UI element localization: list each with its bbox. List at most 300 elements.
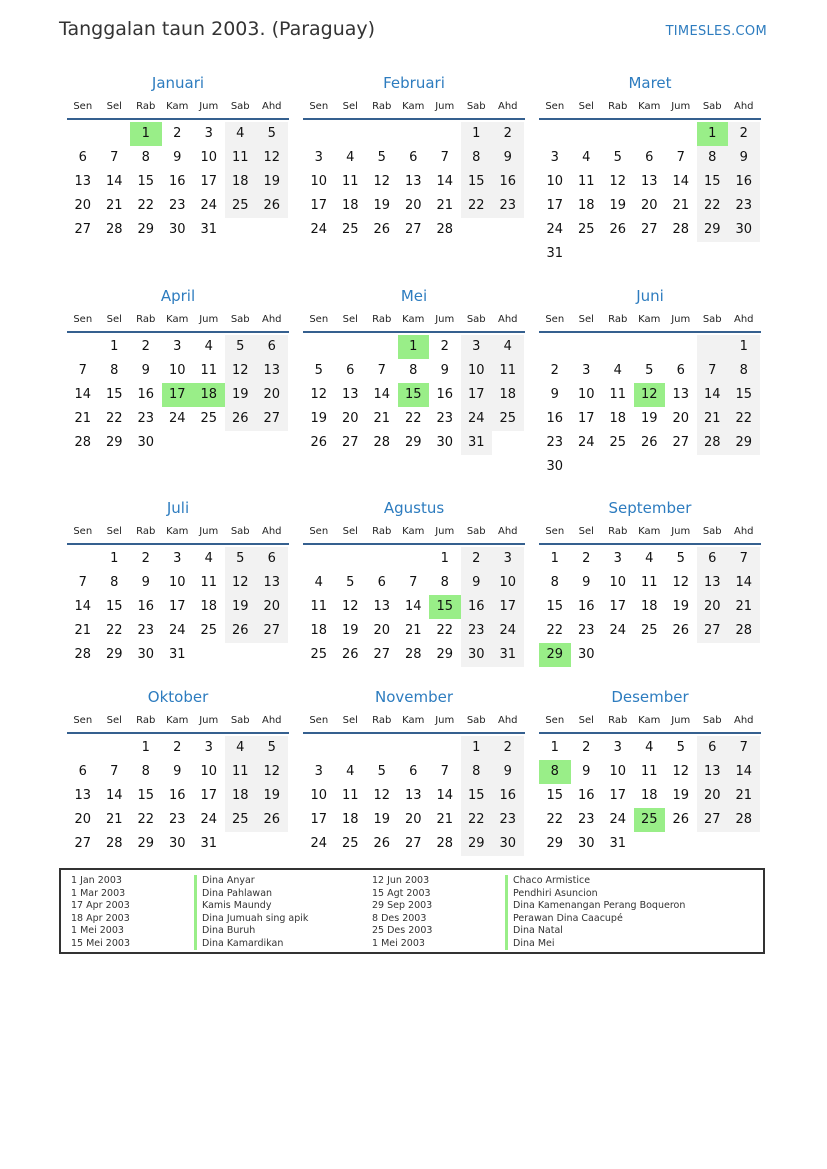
empty-cell bbox=[67, 122, 99, 146]
empty-cell bbox=[602, 335, 634, 359]
weekday-label: Sel bbox=[578, 101, 594, 112]
day-cell: 17 bbox=[461, 383, 493, 407]
day-cell: 5 bbox=[676, 740, 685, 755]
day-cell: 29 bbox=[697, 218, 729, 242]
day-cell: 22 bbox=[436, 623, 454, 638]
day-cell: 25 bbox=[225, 808, 257, 832]
legend-holiday-name: Dina Natal bbox=[505, 925, 685, 938]
day-cell: 11 bbox=[225, 146, 257, 170]
empty-cell bbox=[335, 122, 367, 146]
day-cell: 11 bbox=[341, 174, 359, 189]
month-name: Oktober bbox=[147, 688, 209, 706]
weekday-label: Ahd bbox=[261, 101, 282, 112]
day-cell: 5 bbox=[314, 363, 323, 378]
month-maret bbox=[539, 70, 761, 266]
weekday-header bbox=[67, 96, 289, 120]
day-cell: 15 bbox=[137, 174, 155, 189]
day-cell: 15 bbox=[546, 599, 564, 614]
day-cell: 2 bbox=[141, 551, 150, 566]
empty-cell bbox=[634, 335, 666, 359]
empty-cell bbox=[602, 242, 634, 266]
day-cell: 18 bbox=[640, 788, 658, 803]
legend-dates-left bbox=[71, 875, 130, 950]
day-cell: 18 bbox=[341, 812, 359, 827]
day-cell: 25 bbox=[577, 222, 595, 237]
day-cell: 2 bbox=[728, 122, 760, 146]
month-name: April bbox=[160, 287, 196, 305]
day-cell: 29 bbox=[461, 832, 493, 856]
weekday-label: Jum bbox=[199, 526, 219, 537]
day-cell: 29 bbox=[137, 836, 155, 851]
day-cell: 20 bbox=[74, 198, 92, 213]
empty-cell bbox=[398, 547, 430, 571]
empty-cell bbox=[665, 122, 697, 146]
day-cell: 12 bbox=[256, 146, 288, 170]
weekday-label: Sab bbox=[230, 715, 250, 726]
empty-cell bbox=[335, 335, 367, 359]
day-cell: 9 bbox=[440, 363, 449, 378]
site-link[interactable]: TIMESLES.COM bbox=[665, 24, 767, 39]
day-cell: 8 bbox=[550, 575, 559, 590]
weekday-label: Rab bbox=[372, 715, 392, 726]
weekday-label: Sel bbox=[106, 526, 122, 537]
weekday-label: Ahd bbox=[261, 314, 282, 325]
day-cell: 19 bbox=[640, 411, 658, 426]
day-cell: 28 bbox=[672, 222, 690, 237]
day-cell: 31 bbox=[200, 222, 218, 237]
day-cell: 28 bbox=[105, 222, 123, 237]
day-cell: 19 bbox=[672, 599, 690, 614]
day-cell: 3 bbox=[461, 335, 493, 359]
day-cell: 15 bbox=[697, 170, 729, 194]
empty-cell bbox=[225, 643, 257, 667]
legend-holiday-name: Dina Mei bbox=[505, 938, 685, 951]
month-mei bbox=[303, 283, 525, 455]
weekday-label: Ahd bbox=[261, 715, 282, 726]
day-cell: 10 bbox=[577, 387, 595, 402]
weekday-header bbox=[539, 521, 761, 545]
day-cell: 22 bbox=[728, 407, 760, 431]
day-cell: 14 bbox=[728, 571, 760, 595]
day-cell: 26 bbox=[640, 435, 658, 450]
weekday-label: Kam bbox=[166, 101, 189, 112]
day-cell: 6 bbox=[256, 335, 288, 359]
weekday-label: Rab bbox=[608, 101, 628, 112]
weekday-header bbox=[67, 521, 289, 545]
weekday-header bbox=[303, 710, 525, 734]
month-februari bbox=[303, 70, 525, 242]
weekday-label: Sab bbox=[702, 526, 722, 537]
weekday-label: Kam bbox=[166, 526, 189, 537]
day-cell: 8 bbox=[440, 575, 449, 590]
day-cell: 5 bbox=[377, 764, 386, 779]
day-cell: 14 bbox=[436, 788, 454, 803]
day-cell: 3 bbox=[613, 740, 622, 755]
weekday-label: Sen bbox=[545, 526, 565, 537]
empty-cell bbox=[256, 218, 288, 242]
day-cell: 5 bbox=[645, 363, 654, 378]
day-cell: 1 bbox=[440, 551, 449, 566]
day-cell: 24 bbox=[461, 407, 493, 431]
weekday-label: Sel bbox=[342, 101, 358, 112]
month-juni bbox=[539, 283, 761, 479]
day-cell: 11 bbox=[640, 575, 658, 590]
day-cell: 4 bbox=[225, 122, 257, 146]
weekday-label: Sab bbox=[466, 314, 486, 325]
day-cell: 31 bbox=[492, 643, 524, 667]
weekday-label: Sen bbox=[309, 314, 329, 325]
legend-date: 1 Mei 2003 bbox=[71, 925, 124, 936]
day-cell: 22 bbox=[697, 194, 729, 218]
day-grid bbox=[539, 122, 761, 266]
day-grid bbox=[303, 335, 525, 455]
day-cell: 23 bbox=[492, 808, 524, 832]
weekday-label: Rab bbox=[136, 101, 156, 112]
day-cell: 9 bbox=[141, 575, 150, 590]
day-cell: 8 bbox=[461, 760, 493, 784]
day-cell: 30 bbox=[577, 836, 595, 851]
legend-dates-right bbox=[372, 875, 432, 950]
day-cell: 26 bbox=[609, 222, 627, 237]
empty-cell bbox=[728, 242, 760, 266]
weekday-label: Sab bbox=[466, 101, 486, 112]
month-desember bbox=[539, 684, 761, 856]
day-cell: 24 bbox=[577, 435, 595, 450]
weekday-label: Sel bbox=[578, 526, 594, 537]
day-grid bbox=[539, 335, 761, 479]
empty-cell bbox=[398, 736, 430, 760]
day-cell: 31 bbox=[609, 836, 627, 851]
day-cell: 24 bbox=[310, 222, 328, 237]
day-cell: 24 bbox=[200, 812, 218, 827]
day-cell: 14 bbox=[105, 788, 123, 803]
month-november bbox=[303, 684, 525, 856]
day-cell: 8 bbox=[409, 363, 418, 378]
day-cell: 23 bbox=[546, 435, 564, 450]
day-grid bbox=[303, 736, 525, 856]
day-cell: 11 bbox=[577, 174, 595, 189]
legend-date: 12 Jun 2003 bbox=[372, 875, 430, 886]
month-agustus bbox=[303, 495, 525, 667]
weekday-label: Sen bbox=[73, 101, 93, 112]
day-cell: 1 bbox=[550, 740, 559, 755]
weekday-label: Rab bbox=[136, 715, 156, 726]
day-cell: 29 bbox=[137, 222, 155, 237]
day-cell: 26 bbox=[672, 623, 690, 638]
legend-holiday-name: Kamis Maundy bbox=[194, 900, 308, 913]
weekday-label: Jum bbox=[435, 101, 455, 112]
weekday-label: Jum bbox=[435, 526, 455, 537]
day-cell: 5 bbox=[225, 335, 257, 359]
day-cell: 21 bbox=[728, 595, 760, 619]
day-cell: 25 bbox=[225, 194, 257, 218]
weekday-label: Sen bbox=[545, 715, 565, 726]
day-cell: 13 bbox=[74, 174, 92, 189]
empty-cell bbox=[162, 431, 194, 455]
day-cell: 11 bbox=[640, 764, 658, 779]
day-cell: 18 bbox=[225, 170, 257, 194]
day-cell: 2 bbox=[173, 740, 182, 755]
day-cell: 24 bbox=[609, 812, 627, 827]
empty-cell bbox=[539, 335, 571, 359]
day-cell: 16 bbox=[577, 599, 595, 614]
day-cell: 26 bbox=[225, 619, 257, 643]
legend-holiday-name: Dina Kamenangan Perang Boqueron bbox=[505, 900, 685, 913]
legend-names-right bbox=[505, 875, 685, 950]
day-cell: 12 bbox=[373, 788, 391, 803]
day-cell: 16 bbox=[546, 411, 564, 426]
day-cell: 14 bbox=[373, 387, 391, 402]
day-grid bbox=[539, 736, 761, 856]
day-cell: 30 bbox=[436, 435, 454, 450]
day-cell: 25 bbox=[310, 647, 328, 662]
day-cell: 13 bbox=[373, 599, 391, 614]
day-cell: 3 bbox=[550, 150, 559, 165]
empty-cell bbox=[634, 832, 666, 856]
day-cell: 28 bbox=[105, 836, 123, 851]
day-cell: 3 bbox=[173, 339, 182, 354]
day-cell: 8 bbox=[141, 764, 150, 779]
day-cell: 4 bbox=[346, 764, 355, 779]
day-cell: 28 bbox=[373, 435, 391, 450]
empty-cell bbox=[67, 335, 99, 359]
day-cell: 14 bbox=[728, 760, 760, 784]
day-cell: 10 bbox=[609, 575, 627, 590]
day-cell: 26 bbox=[225, 407, 257, 431]
day-cell: 25 bbox=[341, 222, 359, 237]
empty-cell bbox=[303, 547, 335, 571]
day-cell: 21 bbox=[697, 407, 729, 431]
day-cell: 25 bbox=[609, 435, 627, 450]
weekday-label: Sen bbox=[73, 526, 93, 537]
day-cell: 2 bbox=[582, 551, 591, 566]
weekday-label: Kam bbox=[166, 314, 189, 325]
day-cell: 15 bbox=[728, 383, 760, 407]
day-cell: 26 bbox=[341, 647, 359, 662]
day-cell: 7 bbox=[110, 764, 119, 779]
legend-holiday-name: Dina Pahlawan bbox=[194, 888, 308, 901]
day-cell: 11 bbox=[341, 788, 359, 803]
day-cell: 16 bbox=[168, 174, 186, 189]
day-cell: 25 bbox=[341, 836, 359, 851]
day-cell: 9 bbox=[550, 387, 559, 402]
day-cell: 23 bbox=[436, 411, 454, 426]
empty-cell bbox=[335, 547, 367, 571]
day-cell: 22 bbox=[404, 411, 422, 426]
day-cell: 26 bbox=[672, 812, 690, 827]
weekday-label: Sen bbox=[309, 101, 329, 112]
empty-cell bbox=[461, 218, 493, 242]
empty-cell bbox=[665, 335, 697, 359]
day-cell: 16 bbox=[728, 170, 760, 194]
day-cell: 5 bbox=[256, 122, 288, 146]
day-cell: 1 bbox=[141, 740, 150, 755]
weekday-label: Sel bbox=[342, 314, 358, 325]
empty-cell bbox=[398, 122, 430, 146]
day-grid bbox=[303, 122, 525, 242]
empty-cell bbox=[429, 122, 461, 146]
day-cell: 14 bbox=[404, 599, 422, 614]
day-cell: 3 bbox=[204, 740, 213, 755]
day-cell: 5 bbox=[256, 736, 288, 760]
day-cell: 7 bbox=[728, 736, 760, 760]
weekday-header bbox=[67, 309, 289, 333]
month-name: Januari bbox=[151, 74, 205, 92]
day-cell: 25 bbox=[200, 411, 218, 426]
day-cell: 21 bbox=[74, 411, 92, 426]
day-cell: 7 bbox=[110, 150, 119, 165]
day-cell: 15 bbox=[137, 788, 155, 803]
day-cell: 17 bbox=[310, 812, 328, 827]
weekday-header bbox=[303, 96, 525, 120]
empty-cell bbox=[571, 335, 603, 359]
day-cell: 16 bbox=[492, 784, 524, 808]
weekday-label: Jum bbox=[435, 314, 455, 325]
day-cell: 28 bbox=[697, 431, 729, 455]
day-cell: 5 bbox=[346, 575, 355, 590]
day-cell: 1 bbox=[461, 122, 493, 146]
day-cell: 23 bbox=[137, 411, 155, 426]
day-cell: 26 bbox=[256, 808, 288, 832]
day-cell: 20 bbox=[74, 812, 92, 827]
holiday-cell: 15 bbox=[398, 383, 430, 407]
empty-cell bbox=[571, 455, 603, 479]
empty-cell bbox=[634, 122, 666, 146]
day-cell: 9 bbox=[582, 764, 591, 779]
day-cell: 13 bbox=[697, 571, 729, 595]
weekday-label: Sab bbox=[702, 101, 722, 112]
day-cell: 31 bbox=[168, 647, 186, 662]
day-cell: 31 bbox=[461, 431, 493, 455]
weekday-label: Ahd bbox=[261, 526, 282, 537]
day-cell: 21 bbox=[672, 198, 690, 213]
weekday-label: Jum bbox=[671, 526, 691, 537]
day-cell: 30 bbox=[168, 836, 186, 851]
day-grid bbox=[67, 736, 289, 856]
day-cell: 20 bbox=[373, 623, 391, 638]
day-cell: 18 bbox=[310, 623, 328, 638]
day-cell: 25 bbox=[200, 623, 218, 638]
day-cell: 19 bbox=[310, 411, 328, 426]
weekday-label: Jum bbox=[199, 314, 219, 325]
weekday-header bbox=[539, 710, 761, 734]
weekday-header bbox=[303, 309, 525, 333]
empty-cell bbox=[256, 832, 288, 856]
day-cell: 12 bbox=[672, 575, 690, 590]
day-cell: 16 bbox=[168, 788, 186, 803]
day-cell: 27 bbox=[373, 647, 391, 662]
empty-cell bbox=[303, 122, 335, 146]
holiday-cell: 1 bbox=[398, 335, 430, 359]
day-cell: 22 bbox=[546, 623, 564, 638]
day-cell: 8 bbox=[697, 146, 729, 170]
weekday-label: Rab bbox=[608, 314, 628, 325]
day-cell: 13 bbox=[74, 788, 92, 803]
day-cell: 16 bbox=[492, 170, 524, 194]
legend-names-left bbox=[194, 875, 308, 950]
weekday-header bbox=[303, 521, 525, 545]
weekday-label: Rab bbox=[608, 715, 628, 726]
day-grid bbox=[67, 335, 289, 455]
legend-holiday-name: Dina Buruh bbox=[194, 925, 308, 938]
day-cell: 19 bbox=[256, 784, 288, 808]
day-cell: 24 bbox=[492, 619, 524, 643]
day-cell: 10 bbox=[168, 363, 186, 378]
day-cell: 16 bbox=[461, 595, 493, 619]
day-cell: 5 bbox=[225, 547, 257, 571]
day-cell: 16 bbox=[436, 387, 454, 402]
weekday-label: Kam bbox=[402, 314, 425, 325]
day-cell: 16 bbox=[577, 788, 595, 803]
day-cell: 17 bbox=[310, 198, 328, 213]
day-cell: 4 bbox=[204, 551, 213, 566]
day-grid bbox=[539, 547, 761, 667]
day-cell: 28 bbox=[74, 435, 92, 450]
month-name: Desember bbox=[611, 688, 689, 706]
day-cell: 17 bbox=[609, 788, 627, 803]
empty-cell bbox=[193, 643, 225, 667]
day-cell: 19 bbox=[609, 198, 627, 213]
day-cell: 3 bbox=[204, 126, 213, 141]
day-cell: 21 bbox=[728, 784, 760, 808]
day-cell: 19 bbox=[256, 170, 288, 194]
weekday-label: Ahd bbox=[497, 101, 518, 112]
day-cell: 10 bbox=[492, 571, 524, 595]
weekday-label: Sen bbox=[73, 715, 93, 726]
day-cell: 4 bbox=[225, 736, 257, 760]
weekday-label: Kam bbox=[638, 715, 661, 726]
empty-cell bbox=[366, 736, 398, 760]
weekday-label: Rab bbox=[136, 526, 156, 537]
day-cell: 1 bbox=[550, 551, 559, 566]
weekday-label: Sel bbox=[578, 314, 594, 325]
day-cell: 13 bbox=[256, 571, 288, 595]
weekday-header bbox=[67, 710, 289, 734]
day-cell: 7 bbox=[409, 575, 418, 590]
empty-cell bbox=[303, 335, 335, 359]
empty-cell bbox=[492, 218, 524, 242]
day-cell: 1 bbox=[110, 339, 119, 354]
holiday-cell: 12 bbox=[634, 383, 666, 407]
day-cell: 8 bbox=[461, 146, 493, 170]
day-cell: 30 bbox=[577, 647, 595, 662]
day-cell: 26 bbox=[310, 435, 328, 450]
month-april bbox=[67, 283, 289, 455]
day-cell: 3 bbox=[314, 764, 323, 779]
weekday-label: Ahd bbox=[733, 101, 754, 112]
day-cell: 27 bbox=[404, 836, 422, 851]
day-cell: 10 bbox=[609, 764, 627, 779]
day-cell: 12 bbox=[373, 174, 391, 189]
day-cell: 7 bbox=[676, 150, 685, 165]
day-cell: 1 bbox=[461, 736, 493, 760]
day-cell: 18 bbox=[341, 198, 359, 213]
legend-holiday-name: Pendhiri Asuncion bbox=[505, 888, 685, 901]
day-cell: 29 bbox=[436, 647, 454, 662]
day-cell: 10 bbox=[310, 174, 328, 189]
weekday-label: Kam bbox=[402, 101, 425, 112]
day-cell: 13 bbox=[672, 387, 690, 402]
empty-cell bbox=[492, 431, 524, 455]
day-cell: 2 bbox=[141, 339, 150, 354]
holiday-cell: 18 bbox=[193, 383, 225, 407]
day-cell: 3 bbox=[492, 547, 524, 571]
weekday-label: Jum bbox=[435, 715, 455, 726]
weekday-label: Kam bbox=[166, 715, 189, 726]
day-cell: 13 bbox=[697, 760, 729, 784]
month-name: Maret bbox=[628, 74, 672, 92]
day-cell: 2 bbox=[492, 122, 524, 146]
